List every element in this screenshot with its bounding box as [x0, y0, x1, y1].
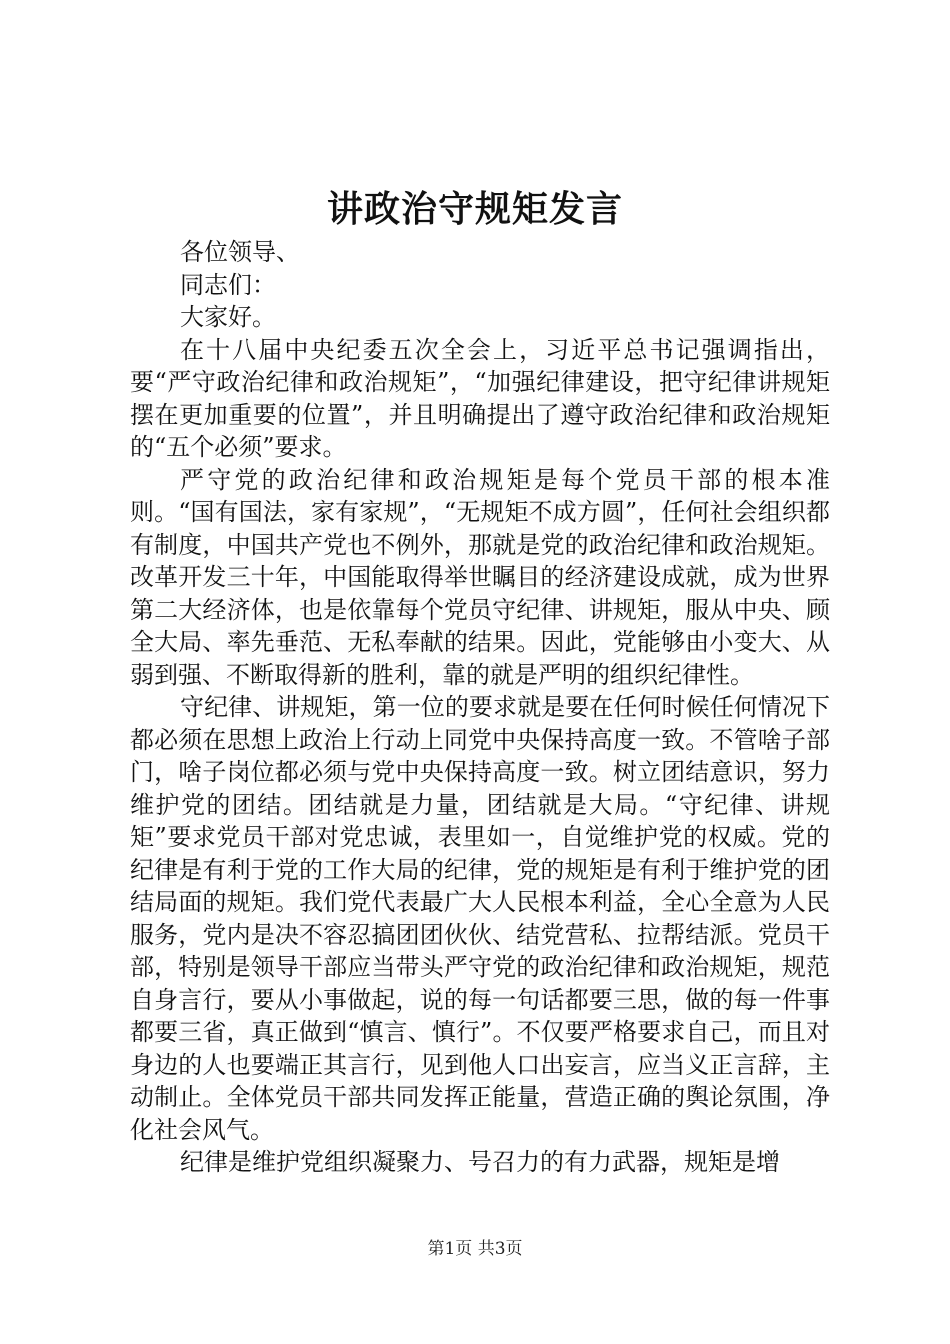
document-title: 讲政治守规矩发言 [326, 188, 623, 230]
greeting-line: 大家好。 [180, 303, 276, 331]
body-paragraph: 守纪律、讲规矩，第一位的要求就是要在任何时候任何情况下都必须在思想上政治上行动上同党中央保持高度一致。不管啥子部门，啥子岗位都必须与党中央保持高度一致。树立团结意识，努力维护党的团结。团结就是力量，团结就是大局。“守纪律、讲规矩”要求党员干部对党忠诚，表里如一，自觉维护党的权威。党的纪律是有利于党的工作大局的纪律，党的规矩是有利于维护党的团结局面的规矩。我们党代表最广大人民根本利益，全心全意为人民服务，党内是决不容忍搞团团伙伙、结党营私、拉帮结派。党员干部，特别是领导干部应当带头严守党的政治纪律和政治规矩，规范自身言行，要从小事做起，说的每一句话都要三思，做的每一件事都要三省，真正做到“慎言、慎行”。不仅要严格要求自己，而且对身边的人也要端正其言行，见到他人口出妄言，应当义正言辞，主动制止。全体党员干部共同发挥正能量，营造正确的舆论氛围，净化社会风气。 [130, 693, 830, 1144]
body-paragraph: 纪律是维护党组织凝聚力、号召力的有力武器，规矩是增 [180, 1148, 780, 1176]
greeting-line: 同志们： [180, 270, 276, 299]
body-paragraph: 严守党的政治纪律和政治规矩是每个党员干部的根本准则。“国有国法，家有家规”，“无规矩不成方圆”，任何社会组织都有制度，中国共产党也不例外，那就是党的政治纪律和政治规矩。改革开发三十年，中国能取得举世瞩目的经济建设成就，成为世界第二大经济体，也是依靠每个党员守纪律、讲规矩，服从中央、顾全大局、率先垂范、无私奉献的结果。因此，党能够由小变大、从弱到强、不断取得新的胜利，靠的就是严明的组织纪律性。 [130, 465, 830, 689]
document-body [130, 236, 830, 1179]
body-paragraph: 在十八届中央纪委五次全会上，习近平总书记强调指出，要“严守政治纪律和政治规矩”，“加强纪律建设，把守纪律讲规矩摆在更加重要的位置”，并且明确提出了遵守政治纪律和政治规矩的“五个必须”要求。 [130, 335, 830, 461]
greeting-line: 各位领导、 [180, 238, 300, 266]
page-footer: 第1页 共3页 [427, 1239, 523, 1259]
